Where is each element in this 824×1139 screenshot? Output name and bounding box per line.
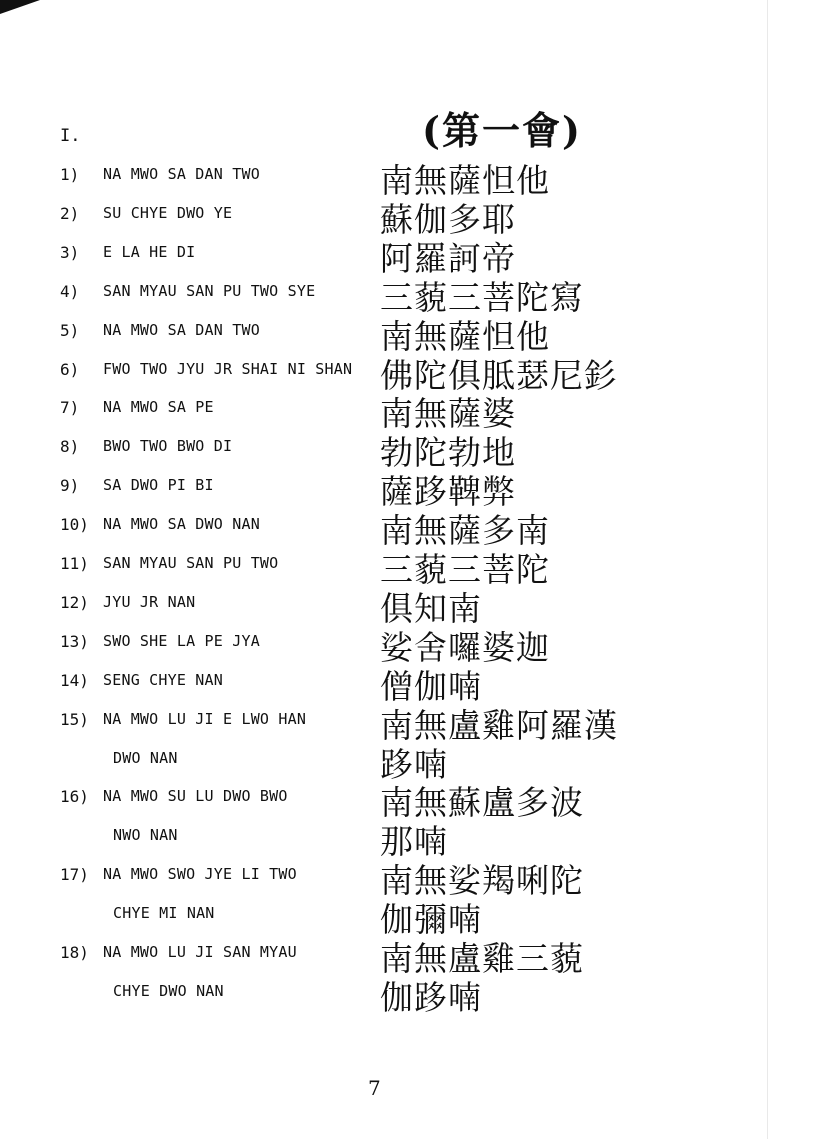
verse-romanization: SU CHYE DWO YE <box>103 204 233 222</box>
verse-row <box>0 194 824 239</box>
corner-mark <box>0 0 40 14</box>
verse-row <box>0 816 824 861</box>
verse-romanization: NWO NAN <box>113 826 178 844</box>
verse-romanization: SA DWO PI BI <box>103 476 214 494</box>
verse-romanization: FWO TWO JYU JR SHAI NI SHAN <box>103 360 353 378</box>
verse-romanization: E LA HE DI <box>103 243 196 261</box>
verse-row <box>0 505 824 550</box>
verse-number: 18) <box>60 943 89 962</box>
verse-romanization: NA MWO SA DAN TWO <box>103 321 260 339</box>
verse-number: 7) <box>60 398 80 417</box>
verse-chinese: 僧伽喃 <box>380 667 482 706</box>
verse-number: 17) <box>60 865 89 884</box>
verse-romanization: NA MWO SA DWO NAN <box>103 515 260 533</box>
verse-romanization: NA MWO LU JI SAN MYAU <box>103 943 297 961</box>
verse-chinese: 跢喃 <box>380 745 448 784</box>
verse-number: 12) <box>60 593 89 612</box>
verse-romanization: BWO TWO BWO DI <box>103 437 233 455</box>
verse-row <box>0 777 824 822</box>
verse-chinese: 娑舍囉婆迦 <box>380 628 550 667</box>
verse-row <box>0 933 824 978</box>
page-number: 7 <box>368 1076 381 1100</box>
verse-number: 1) <box>60 165 80 184</box>
verse-row <box>0 350 824 395</box>
verse-row <box>0 622 824 667</box>
verse-row <box>0 739 824 784</box>
verse-chinese: 南無薩婆 <box>380 394 516 433</box>
verse-row <box>0 855 824 900</box>
verse-romanization: SAN MYAU SAN PU TWO SYE <box>103 282 316 300</box>
verse-romanization: DWO NAN <box>113 749 178 767</box>
verse-chinese: 佛陀俱胝瑟尼釤 <box>380 356 618 395</box>
verse-number: 13) <box>60 632 89 651</box>
verse-number: 4) <box>60 282 80 301</box>
verse-romanization: JYU JR NAN <box>103 593 196 611</box>
verse-row <box>0 233 824 278</box>
verse-romanization: NA MWO SA DAN TWO <box>103 165 260 183</box>
verse-number: 8) <box>60 437 80 456</box>
section-label: I. <box>60 126 81 146</box>
verse-number: 3) <box>60 243 80 262</box>
section-title: (第一會) <box>422 108 582 153</box>
verse-chinese: 南無薩怛他 <box>380 161 550 200</box>
verse-chinese: 薩跢鞞弊 <box>380 472 516 511</box>
verse-number: 14) <box>60 671 89 690</box>
verse-row <box>0 972 824 1017</box>
verse-chinese: 蘇伽多耶 <box>380 200 516 239</box>
verse-romanization: SWO SHE LA PE JYA <box>103 632 260 650</box>
verse-row <box>0 544 824 589</box>
verse-romanization: NA MWO SA PE <box>103 398 214 416</box>
verse-number: 16) <box>60 787 89 806</box>
verse-romanization: NA MWO SWO JYE LI TWO <box>103 865 297 883</box>
verse-romanization: SENG CHYE NAN <box>103 671 223 689</box>
verse-romanization: NA MWO LU JI E LWO HAN <box>103 710 307 728</box>
verse-number: 9) <box>60 476 80 495</box>
verse-chinese: 南無蘇盧多波 <box>380 783 584 822</box>
verse-romanization: NA MWO SU LU DWO BWO <box>103 787 288 805</box>
verse-number: 6) <box>60 360 80 379</box>
verse-chinese: 伽跢喃 <box>380 978 482 1017</box>
verse-number: 2) <box>60 204 80 223</box>
verse-number: 10) <box>60 515 89 534</box>
verse-chinese: 南無娑羯唎陀 <box>380 861 584 900</box>
verse-row <box>0 700 824 745</box>
verse-chinese: 南無盧雞阿羅漢 <box>380 706 618 745</box>
verse-chinese: 南無薩怛他 <box>380 317 550 356</box>
verse-chinese: 勃陀勃地 <box>380 433 516 472</box>
verse-romanization: SAN MYAU SAN PU TWO <box>103 554 279 572</box>
verse-romanization: CHYE MI NAN <box>113 904 215 922</box>
verse-row <box>0 311 824 356</box>
verse-row <box>0 427 824 472</box>
verse-row <box>0 583 824 628</box>
verse-row <box>0 388 824 433</box>
verse-number: 5) <box>60 321 80 340</box>
verse-row <box>0 155 824 200</box>
verse-chinese: 南無薩多南 <box>380 511 550 550</box>
verse-romanization: CHYE DWO NAN <box>113 982 224 1000</box>
verse-row <box>0 466 824 511</box>
verse-chinese: 南無盧雞三藐 <box>380 939 584 978</box>
verse-row <box>0 272 824 317</box>
verse-chinese: 三藐三菩陀寫 <box>380 278 584 317</box>
verse-chinese: 俱知南 <box>380 589 482 628</box>
verse-number: 15) <box>60 710 89 729</box>
verse-chinese: 那喃 <box>380 822 448 861</box>
verse-chinese: 阿羅訶帝 <box>380 239 516 278</box>
verse-chinese: 伽彌喃 <box>380 900 482 939</box>
verse-row <box>0 661 824 706</box>
verse-row <box>0 894 824 939</box>
verse-chinese: 三藐三菩陀 <box>380 550 550 589</box>
verse-number: 11) <box>60 554 89 573</box>
